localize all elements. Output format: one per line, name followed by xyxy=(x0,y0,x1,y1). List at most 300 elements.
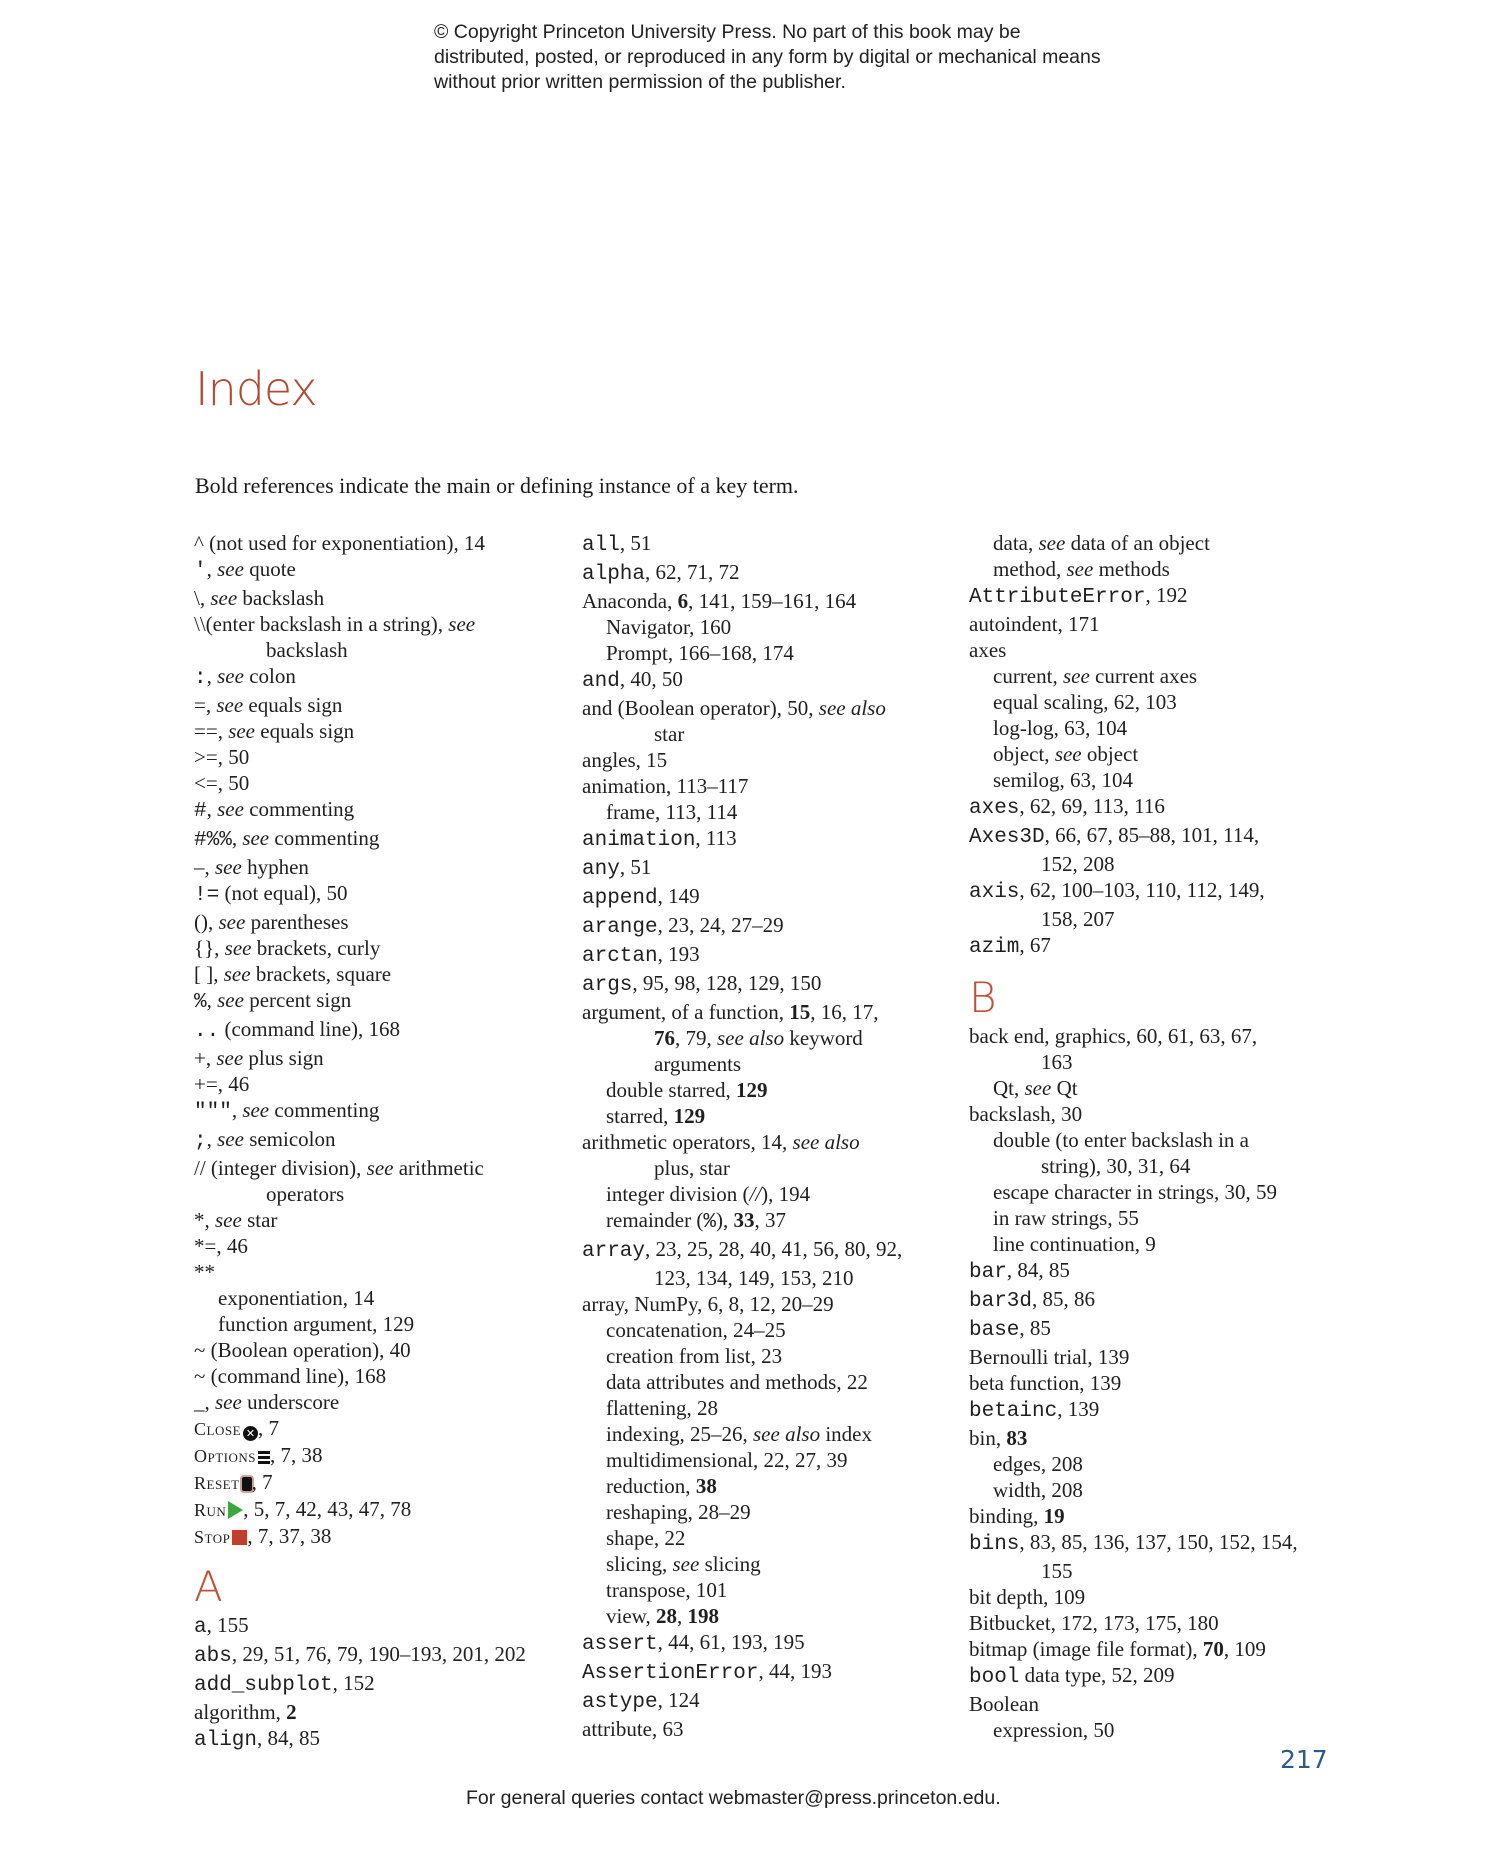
index-term: AssertionError xyxy=(582,1662,759,1685)
index-term: bool xyxy=(969,1666,1020,1689)
page-refs: function argument, 129 xyxy=(218,1312,415,1336)
index-subentry xyxy=(969,663,1359,689)
page-refs: 76, 79, see also keyword xyxy=(654,1026,863,1050)
page-refs: , 139 xyxy=(1079,1371,1122,1395)
index-entry xyxy=(194,663,584,692)
page-refs: backslash xyxy=(266,638,348,662)
index-entry xyxy=(582,773,972,799)
page-refs: double (to enter backslash in a xyxy=(993,1128,1249,1152)
page-refs: view, 28, 198 xyxy=(606,1604,719,1628)
index-term: % xyxy=(194,991,207,1014)
index-entry xyxy=(969,1101,1359,1127)
index-term: # xyxy=(194,800,207,823)
index-term: () xyxy=(194,910,208,934)
index-subentry xyxy=(582,1181,972,1207)
index-entry xyxy=(969,582,1359,611)
index-continuation xyxy=(194,1181,584,1207)
index-term: _ xyxy=(194,1390,205,1414)
index-entry xyxy=(194,1259,584,1285)
stop-icon xyxy=(232,1530,247,1545)
index-term: ** xyxy=(194,1260,215,1284)
index-subentry xyxy=(582,1447,972,1473)
index-term: back end, graphics xyxy=(969,1024,1126,1048)
index-entry xyxy=(969,1257,1359,1286)
page-refs: , 15 xyxy=(635,748,668,772)
page-refs: , 113–117 xyxy=(665,774,749,798)
page-refs: edges, 208 xyxy=(993,1452,1083,1476)
index-subentry xyxy=(582,1395,972,1421)
page-refs: , 171 xyxy=(1057,612,1100,636)
index-term: backslash xyxy=(969,1102,1051,1126)
page-refs: indexing, 25–26, see also index xyxy=(606,1422,872,1446)
index-entry xyxy=(194,1442,584,1469)
page-refs: , 29, 51, 76, 79, 190–193, 201, 202 xyxy=(231,1642,526,1666)
page-refs: flattening, 28 xyxy=(606,1396,718,1420)
index-subentry xyxy=(582,1421,972,1447)
index-term: += xyxy=(194,1072,218,1096)
page-title: Index xyxy=(195,362,317,416)
page-refs: object, see object xyxy=(993,742,1139,766)
index-entry xyxy=(582,1129,972,1155)
index-subentry xyxy=(969,1231,1359,1257)
index-term: all xyxy=(582,534,620,557)
page-refs: , 2 xyxy=(275,1700,297,1724)
page-refs: (image file format), 70, 109 xyxy=(1027,1637,1266,1661)
page-refs: , 50 xyxy=(217,745,250,769)
index-term: <= xyxy=(194,771,218,795)
page-refs: , see equals sign xyxy=(205,693,343,717)
index-entry xyxy=(194,1207,584,1233)
index-entry xyxy=(969,1691,1359,1717)
page-refs: , see hyphen xyxy=(204,855,309,879)
index-continuation xyxy=(969,906,1359,932)
index-term: Options xyxy=(194,1446,257,1466)
index-term: array xyxy=(582,1240,646,1263)
index-term: argument, of a function xyxy=(582,1000,779,1024)
index-entry xyxy=(582,1236,972,1265)
page-refs: (not used for exponentiation), 14 xyxy=(203,531,485,555)
index-term: add_subplot xyxy=(194,1674,333,1697)
page-refs: , 67 xyxy=(1019,933,1051,957)
index-subentry xyxy=(969,1717,1359,1743)
index-entry xyxy=(194,1725,584,1754)
page-refs: (not equal), 50 xyxy=(219,881,348,905)
index-entry xyxy=(969,822,1359,851)
page-refs: , 46 xyxy=(216,1234,248,1258)
page-refs: (Boolean operation), 40 xyxy=(205,1338,411,1362)
index-term: \\ xyxy=(194,612,206,636)
section-letter: B xyxy=(969,973,997,1022)
index-term: beta function xyxy=(969,1371,1080,1395)
index-entry xyxy=(582,695,972,721)
reset-icon xyxy=(242,1477,252,1491)
page-refs: multidimensional, 22, 27, 39 xyxy=(606,1448,848,1472)
page-refs: (command line), 168 xyxy=(205,1364,387,1388)
page-refs: , 30 xyxy=(1050,1102,1083,1126)
page-refs: arguments xyxy=(654,1052,742,1076)
page-refs: , 85 xyxy=(1019,1316,1051,1340)
page-refs: , 14, see also xyxy=(750,1130,860,1154)
index-subentry xyxy=(582,1369,972,1395)
page-refs: frame, 113, 114 xyxy=(606,800,738,824)
index-term: != xyxy=(194,884,220,907)
index-continuation xyxy=(582,721,972,747)
index-entry xyxy=(194,556,584,585)
page-refs: , 84, 85 xyxy=(257,1726,321,1750)
page-refs: , 23, 25, 28, 40, 41, 56, 80, 92, xyxy=(645,1237,903,1261)
index-continuation xyxy=(969,1153,1359,1179)
index-entry xyxy=(582,588,972,614)
page-refs: , 95, 98, 128, 129, 150 xyxy=(632,971,822,995)
index-term: * xyxy=(194,1208,205,1232)
index-term: axes xyxy=(969,797,1020,820)
index-entry xyxy=(194,692,584,718)
page-refs: , 62, 71, 72 xyxy=(645,560,740,584)
page-refs: (integer division), see arithmetic xyxy=(205,1156,484,1180)
index-subentry xyxy=(582,1603,972,1629)
index-term: abs xyxy=(194,1645,232,1668)
page-refs: starred, 129 xyxy=(606,1104,706,1128)
index-entry xyxy=(194,530,584,556)
index-continuation xyxy=(582,1155,972,1181)
intro-note: Bold references indicate the main or defining instance of a key term. xyxy=(195,473,799,498)
index-term: == xyxy=(194,719,218,743)
index-continuation xyxy=(194,637,584,663)
page-refs: , 44, 61, 193, 195 xyxy=(657,1630,805,1654)
page-refs: , 155 xyxy=(206,1613,249,1637)
index-term: Run xyxy=(194,1500,227,1520)
index-entry xyxy=(969,1584,1359,1610)
index-subentry xyxy=(582,799,972,825)
page-refs: in raw strings, 55 xyxy=(993,1206,1139,1230)
index-entry xyxy=(582,530,972,559)
index-subentry xyxy=(194,1285,584,1311)
page-refs: , see percent sign xyxy=(206,988,352,1012)
index-term: animation xyxy=(582,774,666,798)
page-refs: , 6, 8, 12, 20–29 xyxy=(697,1292,834,1316)
index-entry xyxy=(194,1155,584,1181)
index-term: ; xyxy=(194,1130,207,1153)
page-refs: , 85, 86 xyxy=(1032,1287,1096,1311)
page-refs: , see commenting xyxy=(231,1098,380,1122)
index-entry xyxy=(969,637,1359,663)
page-refs: string), 30, 31, 64 xyxy=(1041,1154,1191,1178)
page-refs: , see quote xyxy=(206,557,296,581)
page-refs: , 7 xyxy=(251,1470,273,1494)
index-entry xyxy=(194,1126,584,1155)
index-entry xyxy=(194,854,584,880)
index-continuation xyxy=(582,1051,972,1077)
index-entry xyxy=(194,744,584,770)
index-term: alpha xyxy=(582,563,646,586)
index-entry xyxy=(194,1389,584,1415)
page-refs: Qt, see Qt xyxy=(993,1076,1078,1100)
index-term: binding xyxy=(969,1504,1034,1528)
page-refs: 158, 207 xyxy=(1041,907,1115,931)
index-subentry xyxy=(582,614,972,640)
index-subentry xyxy=(969,689,1359,715)
index-term: [ ] xyxy=(194,962,214,986)
page-refs: double starred, 129 xyxy=(606,1078,768,1102)
page-refs: operators xyxy=(266,1182,345,1206)
index-entry xyxy=(194,1469,584,1496)
index-term: bitmap xyxy=(969,1637,1028,1661)
index-subentry xyxy=(582,1499,972,1525)
page-refs: reduction, 38 xyxy=(606,1474,717,1498)
page-refs: , 23, 24, 27–29 xyxy=(657,913,784,937)
page-refs: data, see data of an object xyxy=(993,531,1210,555)
index-entry xyxy=(582,970,972,999)
index-entry xyxy=(194,961,584,987)
index-entry xyxy=(969,1315,1359,1344)
index-entry xyxy=(194,1337,584,1363)
index-entry xyxy=(969,1662,1359,1691)
index-term: Stop xyxy=(194,1527,231,1547)
page-refs: , 124 xyxy=(657,1688,700,1712)
index-term: >= xyxy=(194,745,218,769)
page-refs: transpose, 101 xyxy=(606,1578,728,1602)
page-refs: , 193 xyxy=(657,942,700,966)
index-continuation xyxy=(969,1558,1359,1584)
index-entry xyxy=(969,611,1359,637)
index-entry xyxy=(969,1286,1359,1315)
index-entry xyxy=(969,1503,1359,1529)
index-term: ' xyxy=(194,560,207,583)
index-term: bit depth xyxy=(969,1585,1044,1609)
page-refs: , 149 xyxy=(657,884,700,908)
page-refs: log-log, 63, 104 xyxy=(993,716,1128,740)
page-refs: , 62, 100–103, 110, 112, 149, xyxy=(1019,878,1265,902)
index-entry xyxy=(194,585,584,611)
page-refs: , see brackets, curly xyxy=(214,936,381,960)
index-subentry xyxy=(582,1577,972,1603)
index-entry xyxy=(194,1233,584,1259)
index-entry xyxy=(582,825,972,854)
index-entry xyxy=(194,935,584,961)
index-entry xyxy=(582,883,972,912)
index-term: bins xyxy=(969,1533,1020,1556)
index-entry xyxy=(969,1636,1359,1662)
page-refs: , see plus sign xyxy=(205,1046,324,1070)
page-refs: , see colon xyxy=(206,664,296,688)
index-term: args xyxy=(582,974,633,997)
index-continuation xyxy=(582,1265,972,1291)
page-refs: slicing, see slicing xyxy=(606,1552,761,1576)
index-term: = xyxy=(194,693,206,717)
index-term: algorithm xyxy=(194,1700,276,1724)
index-term: and xyxy=(582,696,613,720)
index-term: bar xyxy=(969,1261,1007,1284)
index-entry xyxy=(194,1670,584,1699)
page-refs: , 46 xyxy=(217,1072,250,1096)
close-icon: ✕ xyxy=(243,1426,258,1441)
page-refs: line continuation, 9 xyxy=(993,1232,1156,1256)
index-term: any xyxy=(582,858,620,881)
page-refs: , see semicolon xyxy=(206,1127,336,1151)
page-refs: data type, 52, 209 xyxy=(1019,1663,1175,1687)
index-subentry xyxy=(582,1473,972,1499)
page-refs: , see brackets, square xyxy=(213,962,392,986)
page-refs: , see equals sign xyxy=(217,719,355,743)
index-entry xyxy=(582,1629,972,1658)
page-refs: method, see methods xyxy=(993,557,1170,581)
page-refs: , 7, 37, 38 xyxy=(247,1524,332,1548)
index-term: : xyxy=(194,667,207,690)
index-entry xyxy=(582,1658,972,1687)
index-term: Boolean xyxy=(969,1692,1039,1716)
page-refs: 152, 208 xyxy=(1041,852,1115,876)
page-refs: escape character in strings, 30, 59 xyxy=(993,1180,1277,1204)
index-entry xyxy=(582,1687,972,1716)
index-term: – xyxy=(194,855,205,879)
index-entry xyxy=(194,1641,584,1670)
index-continuation xyxy=(582,1025,972,1051)
page-refs: , see commenting xyxy=(231,826,380,850)
page-refs: plus, star xyxy=(654,1156,730,1180)
page-refs: , see underscore xyxy=(204,1390,340,1414)
page-refs: , 139 xyxy=(1087,1345,1130,1369)
index-entry xyxy=(969,1344,1359,1370)
options-icon xyxy=(258,1451,270,1464)
index-term: \ xyxy=(194,586,200,610)
index-entry xyxy=(582,1716,972,1742)
index-subentry xyxy=(582,1207,972,1236)
index-term: // xyxy=(194,1156,206,1180)
index-term: align xyxy=(194,1729,258,1752)
index-subentry xyxy=(969,556,1359,582)
page-refs: integer division (//), 194 xyxy=(606,1182,811,1206)
index-subentry xyxy=(969,1127,1359,1153)
page-refs: , 40, 50 xyxy=(619,667,683,691)
page-refs: , 192 xyxy=(1145,583,1188,607)
index-entry xyxy=(969,793,1359,822)
index-subentry xyxy=(194,1311,584,1337)
index-term: AttributeError xyxy=(969,586,1146,609)
index-entry xyxy=(969,1425,1359,1451)
index-entry xyxy=(582,747,972,773)
page-refs: Prompt, 166–168, 174 xyxy=(606,641,794,665)
index-term: a xyxy=(194,1616,207,1639)
index-term: """ xyxy=(194,1101,232,1124)
index-term: append xyxy=(582,887,658,910)
index-column-1 xyxy=(194,530,584,1754)
page-refs: Navigator, 160 xyxy=(606,615,732,639)
page-refs: current, see current axes xyxy=(993,664,1198,688)
index-entry xyxy=(194,1071,584,1097)
index-term: array, NumPy xyxy=(582,1292,698,1316)
index-entry xyxy=(582,854,972,883)
page-refs: , 60, 61, 63, 67, xyxy=(1125,1024,1258,1048)
index-subentry xyxy=(582,640,972,666)
page-refs: creation from list, 23 xyxy=(606,1344,783,1368)
page-refs: 163 xyxy=(1041,1050,1073,1074)
page-refs: width, 208 xyxy=(993,1478,1083,1502)
page-refs: remainder (%), 33, 37 xyxy=(606,1208,786,1234)
page-refs: expression, 50 xyxy=(993,1718,1115,1742)
page-refs: (Boolean operator), 50, see also xyxy=(612,696,886,720)
index-term: Close xyxy=(194,1419,242,1439)
index-subentry xyxy=(582,1077,972,1103)
index-term: and xyxy=(582,670,620,693)
index-entry xyxy=(194,770,584,796)
page-refs: , see backslash xyxy=(199,586,325,610)
index-entry xyxy=(194,1363,584,1389)
index-entry xyxy=(194,796,584,825)
index-subentry xyxy=(582,1525,972,1551)
index-subentry xyxy=(582,1551,972,1577)
index-term: bin xyxy=(969,1426,996,1450)
index-term: bar3d xyxy=(969,1290,1033,1313)
index-term: animation xyxy=(582,829,696,852)
page-refs: , see parentheses xyxy=(208,910,349,934)
index-term: autoindent xyxy=(969,612,1058,636)
page-refs: , 109 xyxy=(1043,1585,1086,1609)
page-refs: , 83, 85, 136, 137, 150, 152, 154, xyxy=(1019,1530,1298,1554)
page-refs: reshaping, 28–29 xyxy=(606,1500,751,1524)
page-refs: , see commenting xyxy=(206,797,355,821)
index-subentry xyxy=(969,1451,1359,1477)
index-entry xyxy=(582,559,972,588)
page-refs: , 51 xyxy=(619,855,652,879)
index-term: Bernoulli trial xyxy=(969,1345,1088,1369)
index-entry xyxy=(194,880,584,909)
index-subentry xyxy=(969,715,1359,741)
index-entry xyxy=(969,1529,1359,1558)
index-continuation xyxy=(969,1049,1359,1075)
index-entry xyxy=(969,1370,1359,1396)
index-entry xyxy=(194,825,584,854)
page-refs: , 113 xyxy=(695,826,737,850)
index-term: Reset xyxy=(194,1473,240,1493)
page-refs: exponentiation, 14 xyxy=(218,1286,375,1310)
index-continuation xyxy=(969,851,1359,877)
page-number: 217 xyxy=(1280,1745,1328,1774)
index-term: *= xyxy=(194,1234,217,1258)
page-refs: , 66, 67, 85–88, 101, 114, xyxy=(1044,823,1260,847)
index-subentry xyxy=(969,767,1359,793)
page-refs: 155 xyxy=(1041,1559,1073,1583)
page-refs: , 139 xyxy=(1057,1397,1100,1421)
index-term: .. xyxy=(194,1020,220,1043)
page-refs: , 7 xyxy=(258,1416,280,1440)
index-term: + xyxy=(194,1046,206,1070)
footer-contact: For general queries contact webmaster@press.princeton.edu. xyxy=(466,1787,1001,1809)
index-term: arctan xyxy=(582,945,658,968)
index-entry xyxy=(582,666,972,695)
page-refs: , 63 xyxy=(651,1717,684,1741)
index-entry xyxy=(969,877,1359,906)
page-refs: concatenation, 24–25 xyxy=(606,1318,786,1342)
page-refs: , 50 xyxy=(217,771,250,795)
page-refs: semilog, 63, 104 xyxy=(993,768,1133,792)
index-term: betainc xyxy=(969,1400,1058,1423)
index-term: #%% xyxy=(194,829,232,852)
page-refs: data attributes and methods, 22 xyxy=(606,1370,868,1394)
page-refs: , see star xyxy=(204,1208,278,1232)
page-refs: , 172, 173, 175, 180 xyxy=(1050,1611,1219,1635)
index-term: ~ xyxy=(194,1338,206,1362)
page-refs: shape, 22 xyxy=(606,1526,686,1550)
index-term: arithmetic operators xyxy=(582,1130,751,1154)
page-refs: , 19 xyxy=(1033,1504,1065,1528)
index-entry xyxy=(194,611,584,637)
page-refs: 123, 134, 149, 153, 210 xyxy=(654,1266,854,1290)
index-entry xyxy=(582,999,972,1025)
index-entry xyxy=(194,1496,584,1523)
index-term: Bitbucket xyxy=(969,1611,1051,1635)
index-subentry xyxy=(969,741,1359,767)
index-term: axes xyxy=(969,638,1007,662)
